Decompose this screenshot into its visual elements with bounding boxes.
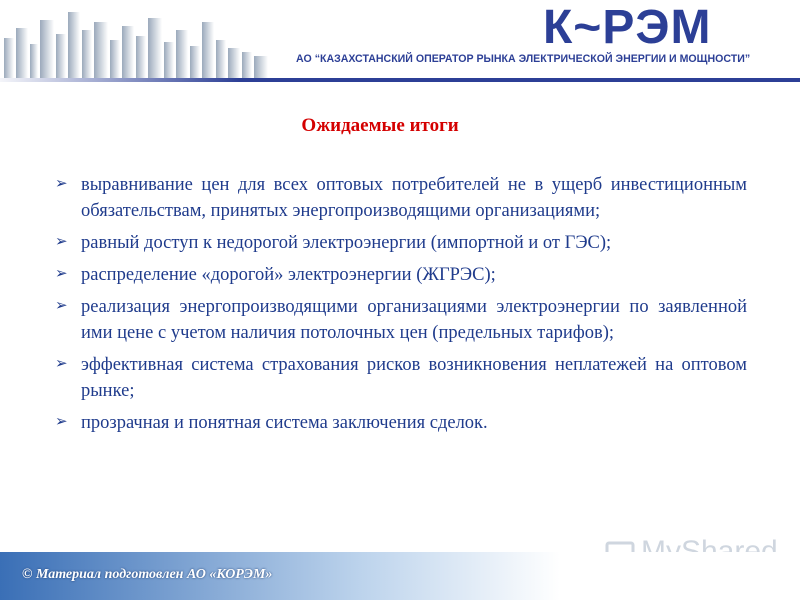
list-item — [55, 172, 747, 224]
list-item — [55, 262, 747, 288]
list-item — [55, 294, 747, 346]
arrow-bullet-icon: ➢ — [55, 296, 68, 314]
list-item — [55, 352, 747, 404]
arrow-bullet-icon: ➢ — [55, 264, 68, 282]
arrow-bullet-icon: ➢ — [55, 354, 68, 372]
list-item-text: распределение «дорогой» электроэнергии (ЖГРЭС); — [81, 265, 496, 285]
city-skyline-image — [0, 0, 300, 84]
list-item — [55, 410, 747, 436]
slide-title: Ожидаемые итоги — [301, 115, 459, 136]
korem-logo — [543, 1, 791, 54]
footer — [0, 552, 800, 600]
arrow-bullet-icon: ➢ — [55, 174, 68, 192]
list-item-text: эффективная система страхования рисков возникновения неплатежей на оптовом рынке; — [81, 355, 747, 401]
list-item-text: реализация энергопроизводящими организациями электроэнергии по заявленной ими цене с учетом наличия потолочных цен (предельных тарифов); — [81, 297, 747, 343]
arrow-bullet-icon: ➢ — [55, 412, 68, 430]
header-divider — [0, 78, 800, 82]
logo-text: К~РЭМ — [543, 1, 712, 54]
list-item — [55, 230, 747, 256]
arrow-bullet-icon: ➢ — [55, 232, 68, 250]
list-item-text: равный доступ к недорогой электроэнергии (импортной и от ГЭС); — [81, 233, 612, 253]
organization-name: АО “КАЗАХСТАНСКИЙ ОПЕРАТОР РЫНКА ЭЛЕКТРИЧЕСКОЙ ЭНЕРГИИ И МОЩНОСТИ” — [296, 53, 751, 65]
footer-credit: © Материал подготовлен АО «КОРЭМ» — [22, 567, 273, 582]
header — [0, 0, 800, 84]
results-list — [55, 172, 747, 442]
list-item-text: прозрачная и понятная система заключения сделок. — [81, 413, 488, 433]
list-item-text: выравнивание цен для всех оптовых потребителей не в ущерб инвестиционным обязательствам, принятых энергопроизводящими организациями; — [81, 175, 747, 221]
